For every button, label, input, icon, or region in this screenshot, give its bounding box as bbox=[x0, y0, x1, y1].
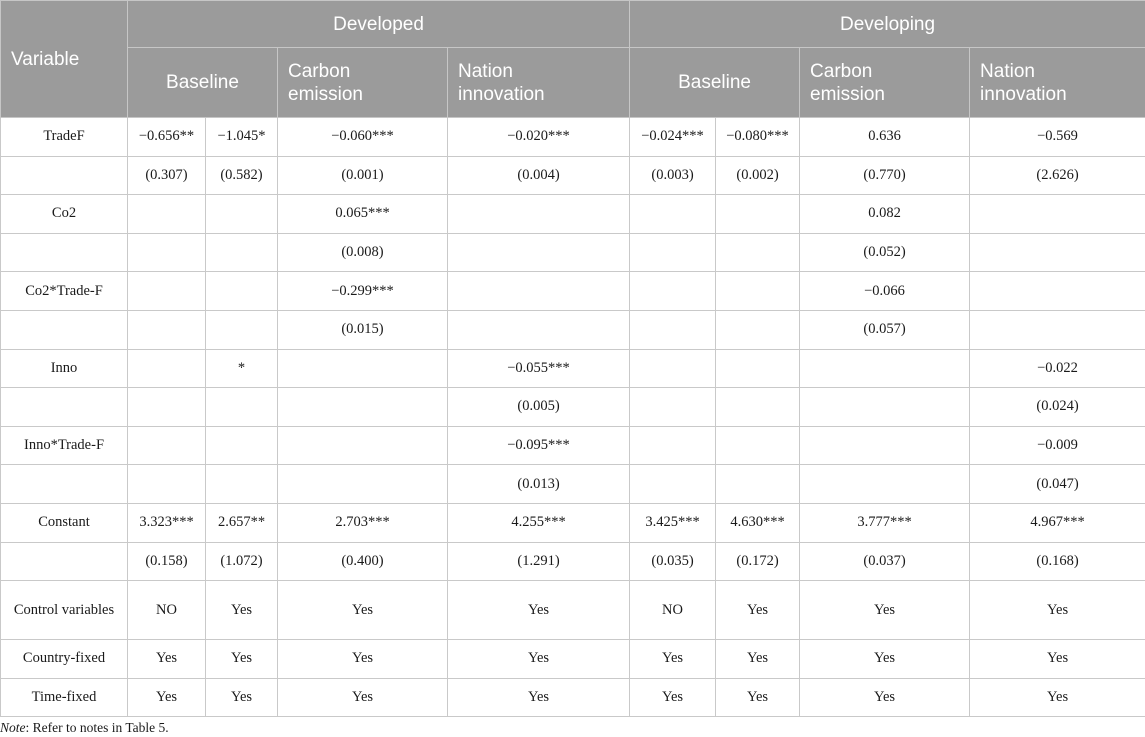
table-cell: (0.037) bbox=[800, 542, 970, 581]
row-label: Inno*Trade-F bbox=[1, 426, 128, 465]
row-label: Time-fixed bbox=[1, 678, 128, 717]
table-cell: NO bbox=[128, 581, 206, 640]
table-cell bbox=[448, 310, 630, 349]
table-cell: Yes bbox=[970, 581, 1145, 640]
table-cell: −0.095*** bbox=[448, 426, 630, 465]
table-cell bbox=[716, 272, 800, 311]
developing-innovation-header: Nation innovation bbox=[970, 48, 1145, 118]
developed-carbon-header: Carbon emission bbox=[278, 48, 448, 118]
developing-carbon-header: Carbon emission bbox=[800, 48, 970, 118]
table-cell bbox=[278, 465, 448, 504]
table-cell: −0.656** bbox=[128, 118, 206, 157]
table-cell: −0.055*** bbox=[448, 349, 630, 388]
table-cell: Yes bbox=[970, 640, 1145, 679]
note-text: : Refer to notes in Table 5. bbox=[25, 720, 169, 735]
table-cell: Yes bbox=[206, 640, 278, 679]
table-cell bbox=[630, 388, 716, 427]
table-cell: 4.967*** bbox=[970, 503, 1145, 542]
table-cell: (0.003) bbox=[630, 156, 716, 195]
table-cell bbox=[630, 349, 716, 388]
row-label: Inno bbox=[1, 349, 128, 388]
table-cell: Yes bbox=[128, 678, 206, 717]
table-cell: Yes bbox=[716, 640, 800, 679]
table-cell bbox=[716, 233, 800, 272]
table-cell: −0.024*** bbox=[630, 118, 716, 157]
table-cell: Yes bbox=[970, 678, 1145, 717]
row-label bbox=[1, 465, 128, 504]
table-row bbox=[1, 678, 1145, 717]
table-header bbox=[1, 1, 1145, 118]
table-cell: (0.005) bbox=[448, 388, 630, 427]
table-cell: (0.002) bbox=[716, 156, 800, 195]
table-cell bbox=[716, 426, 800, 465]
table-row bbox=[1, 156, 1145, 195]
table-cell bbox=[128, 426, 206, 465]
table-cell: Yes bbox=[716, 581, 800, 640]
table-cell: −0.569 bbox=[970, 118, 1145, 157]
note-label: Note bbox=[0, 720, 26, 735]
table-row bbox=[1, 233, 1145, 272]
row-label: Control variables bbox=[1, 581, 128, 640]
table-row bbox=[1, 640, 1145, 679]
row-label bbox=[1, 542, 128, 581]
table-cell: (0.582) bbox=[206, 156, 278, 195]
table-cell: −0.009 bbox=[970, 426, 1145, 465]
table-cell: (0.024) bbox=[970, 388, 1145, 427]
table-body bbox=[1, 118, 1145, 717]
table-cell: Yes bbox=[278, 640, 448, 679]
table-cell bbox=[716, 310, 800, 349]
table-cell: Yes bbox=[128, 640, 206, 679]
table-cell: Yes bbox=[448, 678, 630, 717]
table-cell: 0.065*** bbox=[278, 195, 448, 234]
table-cell bbox=[630, 272, 716, 311]
table-cell bbox=[716, 388, 800, 427]
table-note bbox=[0, 720, 169, 736]
table-cell: 3.777*** bbox=[800, 503, 970, 542]
table-cell: 2.657** bbox=[206, 503, 278, 542]
table-cell: Yes bbox=[630, 678, 716, 717]
table-cell bbox=[800, 388, 970, 427]
table-cell bbox=[448, 272, 630, 311]
table-cell: Yes bbox=[278, 678, 448, 717]
table-cell: −0.299*** bbox=[278, 272, 448, 311]
row-label: Country-fixed bbox=[1, 640, 128, 679]
row-label bbox=[1, 310, 128, 349]
table-cell: Yes bbox=[800, 581, 970, 640]
table-row bbox=[1, 349, 1145, 388]
table-cell: (0.047) bbox=[970, 465, 1145, 504]
table-cell: (0.307) bbox=[128, 156, 206, 195]
table-cell: (1.291) bbox=[448, 542, 630, 581]
table-cell bbox=[128, 272, 206, 311]
table-cell: (0.004) bbox=[448, 156, 630, 195]
table-cell bbox=[128, 310, 206, 349]
table-cell bbox=[630, 195, 716, 234]
table-cell bbox=[800, 426, 970, 465]
table-cell: Yes bbox=[278, 581, 448, 640]
table-cell bbox=[800, 349, 970, 388]
table-cell bbox=[278, 349, 448, 388]
table-cell bbox=[630, 310, 716, 349]
table-cell bbox=[970, 272, 1145, 311]
table-cell: −0.020*** bbox=[448, 118, 630, 157]
table-cell bbox=[630, 233, 716, 272]
table-row bbox=[1, 581, 1145, 640]
table-cell: 4.630*** bbox=[716, 503, 800, 542]
table-cell: (0.013) bbox=[448, 465, 630, 504]
table-row bbox=[1, 118, 1145, 157]
table-cell: Yes bbox=[630, 640, 716, 679]
table-cell bbox=[206, 465, 278, 504]
table-row bbox=[1, 272, 1145, 311]
table-cell: (0.770) bbox=[800, 156, 970, 195]
table-cell: 0.082 bbox=[800, 195, 970, 234]
table-cell: 3.323*** bbox=[128, 503, 206, 542]
table-cell: 3.425*** bbox=[630, 503, 716, 542]
table-cell: NO bbox=[630, 581, 716, 640]
table-cell bbox=[448, 233, 630, 272]
table-cell bbox=[970, 195, 1145, 234]
table-cell: (2.626) bbox=[970, 156, 1145, 195]
table-cell bbox=[630, 426, 716, 465]
row-label: Co2*Trade-F bbox=[1, 272, 128, 311]
table-cell: −0.060*** bbox=[278, 118, 448, 157]
table-cell: Yes bbox=[448, 640, 630, 679]
table-cell bbox=[970, 310, 1145, 349]
table-cell bbox=[278, 426, 448, 465]
table-cell: 0.636 bbox=[800, 118, 970, 157]
table-cell: Yes bbox=[448, 581, 630, 640]
table-cell: (0.400) bbox=[278, 542, 448, 581]
table-cell bbox=[206, 388, 278, 427]
table-cell: (0.008) bbox=[278, 233, 448, 272]
table-cell: (0.158) bbox=[128, 542, 206, 581]
developing-baseline-header: Baseline bbox=[630, 48, 800, 118]
row-label bbox=[1, 156, 128, 195]
table-row bbox=[1, 542, 1145, 581]
table-cell bbox=[716, 195, 800, 234]
table-cell: (0.035) bbox=[630, 542, 716, 581]
table-cell bbox=[630, 465, 716, 504]
table-cell: (0.001) bbox=[278, 156, 448, 195]
table-cell bbox=[206, 233, 278, 272]
row-label: Constant bbox=[1, 503, 128, 542]
table-cell bbox=[206, 310, 278, 349]
table-cell: Yes bbox=[206, 678, 278, 717]
table-cell: * bbox=[206, 349, 278, 388]
table-cell: −1.045* bbox=[206, 118, 278, 157]
variable-header: Variable bbox=[1, 1, 128, 118]
table-cell: −0.022 bbox=[970, 349, 1145, 388]
table-cell: −0.080*** bbox=[716, 118, 800, 157]
table-cell: (0.057) bbox=[800, 310, 970, 349]
row-label: Co2 bbox=[1, 195, 128, 234]
table-cell: 4.255*** bbox=[448, 503, 630, 542]
table-cell bbox=[128, 465, 206, 504]
table-row bbox=[1, 195, 1145, 234]
table-row bbox=[1, 503, 1145, 542]
table-cell: (0.052) bbox=[800, 233, 970, 272]
table-cell: Yes bbox=[716, 678, 800, 717]
table-cell bbox=[800, 465, 970, 504]
table-cell: (1.072) bbox=[206, 542, 278, 581]
table-row bbox=[1, 426, 1145, 465]
table-cell: 2.703*** bbox=[278, 503, 448, 542]
table-row bbox=[1, 310, 1145, 349]
table-cell: (0.015) bbox=[278, 310, 448, 349]
row-label bbox=[1, 388, 128, 427]
table-row bbox=[1, 388, 1145, 427]
row-label: TradeF bbox=[1, 118, 128, 157]
table-cell bbox=[128, 233, 206, 272]
table-cell: (0.172) bbox=[716, 542, 800, 581]
table-cell bbox=[128, 388, 206, 427]
table-cell: Yes bbox=[800, 640, 970, 679]
table-cell bbox=[128, 349, 206, 388]
table-row bbox=[1, 465, 1145, 504]
developed-innovation-header: Nation innovation bbox=[448, 48, 630, 118]
table-cell bbox=[970, 233, 1145, 272]
table-cell bbox=[716, 349, 800, 388]
table-cell bbox=[206, 195, 278, 234]
table-cell bbox=[128, 195, 206, 234]
table-cell bbox=[448, 195, 630, 234]
developed-group-header: Developed bbox=[128, 1, 630, 48]
table-cell bbox=[278, 388, 448, 427]
table-cell bbox=[206, 426, 278, 465]
developed-baseline-header: Baseline bbox=[128, 48, 278, 118]
table-cell: Yes bbox=[800, 678, 970, 717]
table-cell: (0.168) bbox=[970, 542, 1145, 581]
developing-group-header: Developing bbox=[630, 1, 1145, 48]
row-label bbox=[1, 233, 128, 272]
table-cell: −0.066 bbox=[800, 272, 970, 311]
table-cell: Yes bbox=[206, 581, 278, 640]
table-cell bbox=[716, 465, 800, 504]
table-cell bbox=[206, 272, 278, 311]
